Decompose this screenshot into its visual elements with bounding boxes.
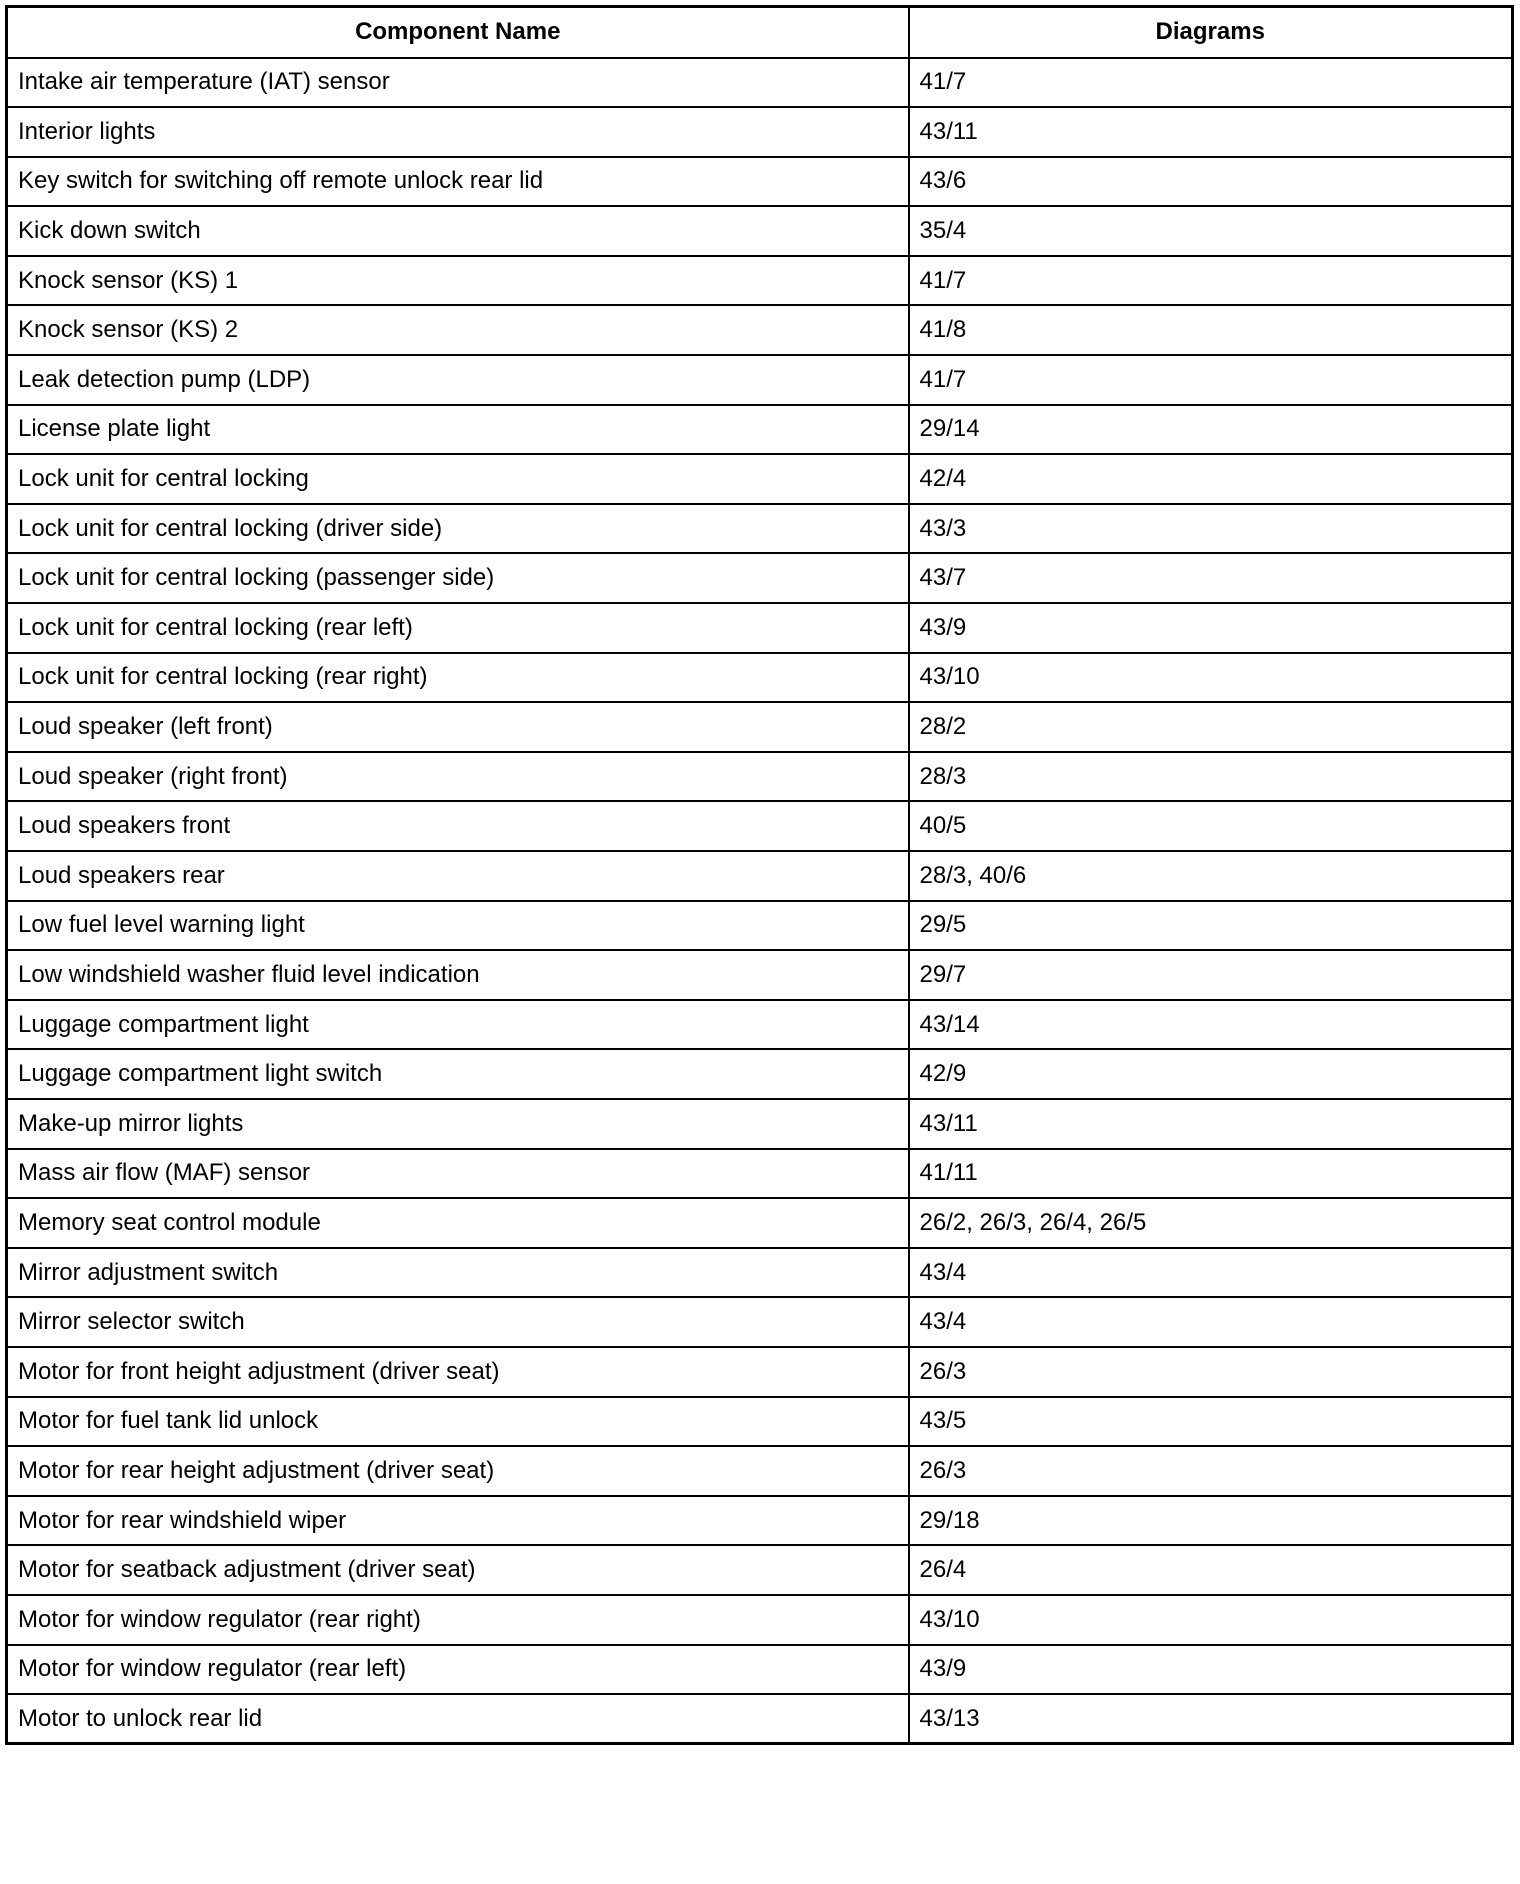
table-header-row [7, 7, 1513, 58]
component-name-cell: License plate light [7, 405, 909, 455]
diagrams-cell: 26/2, 26/3, 26/4, 26/5 [909, 1198, 1513, 1248]
diagrams-cell: 28/2 [909, 702, 1513, 752]
diagrams-cell: 40/5 [909, 801, 1513, 851]
table-row [7, 1545, 1513, 1595]
header-diagrams: Diagrams [909, 7, 1513, 58]
diagrams-cell: 43/11 [909, 107, 1513, 157]
header-component-name: Component Name [7, 7, 909, 58]
component-name-cell: Knock sensor (KS) 2 [7, 305, 909, 355]
diagrams-cell: 43/3 [909, 504, 1513, 554]
diagrams-cell: 43/4 [909, 1297, 1513, 1347]
diagrams-cell: 42/9 [909, 1049, 1513, 1099]
table-row [7, 107, 1513, 157]
table-row [7, 58, 1513, 108]
table-row [7, 305, 1513, 355]
diagrams-cell: 43/9 [909, 603, 1513, 653]
diagrams-cell: 41/7 [909, 58, 1513, 108]
component-name-cell: Luggage compartment light [7, 1000, 909, 1050]
diagrams-cell: 43/13 [909, 1694, 1513, 1744]
table-row [7, 1446, 1513, 1496]
diagrams-cell: 43/5 [909, 1397, 1513, 1447]
table-row [7, 1149, 1513, 1199]
diagrams-cell: 43/10 [909, 1595, 1513, 1645]
component-name-cell: Motor for fuel tank lid unlock [7, 1397, 909, 1447]
component-name-cell: Motor for rear height adjustment (driver seat) [7, 1446, 909, 1496]
diagrams-cell: 41/11 [909, 1149, 1513, 1199]
table-row [7, 653, 1513, 703]
diagrams-cell: 43/9 [909, 1645, 1513, 1695]
component-name-cell: Mass air flow (MAF) sensor [7, 1149, 909, 1199]
component-name-cell: Lock unit for central locking (passenger side) [7, 553, 909, 603]
table-row [7, 1248, 1513, 1298]
table-row [7, 1099, 1513, 1149]
component-name-cell: Motor for seatback adjustment (driver seat) [7, 1545, 909, 1595]
diagrams-cell: 26/4 [909, 1545, 1513, 1595]
component-name-cell: Mirror adjustment switch [7, 1248, 909, 1298]
component-name-cell: Low windshield washer fluid level indication [7, 950, 909, 1000]
diagrams-cell: 41/8 [909, 305, 1513, 355]
component-name-cell: Make-up mirror lights [7, 1099, 909, 1149]
component-name-cell: Low fuel level warning light [7, 901, 909, 951]
diagrams-cell: 26/3 [909, 1446, 1513, 1496]
table-row [7, 1645, 1513, 1695]
table-row [7, 504, 1513, 554]
component-name-cell: Lock unit for central locking (rear left) [7, 603, 909, 653]
table-row [7, 1347, 1513, 1397]
diagrams-cell: 43/6 [909, 157, 1513, 207]
table-row [7, 702, 1513, 752]
diagrams-cell: 42/4 [909, 454, 1513, 504]
component-name-cell: Memory seat control module [7, 1198, 909, 1248]
diagrams-cell: 35/4 [909, 206, 1513, 256]
table-row [7, 405, 1513, 455]
component-name-cell: Motor for window regulator (rear left) [7, 1645, 909, 1695]
table-row [7, 1297, 1513, 1347]
component-name-cell: Motor for rear windshield wiper [7, 1496, 909, 1546]
component-name-cell: Luggage compartment light switch [7, 1049, 909, 1099]
table-row [7, 1397, 1513, 1447]
diagrams-cell: 29/14 [909, 405, 1513, 455]
component-name-cell: Motor to unlock rear lid [7, 1694, 909, 1744]
component-name-cell: Loud speakers front [7, 801, 909, 851]
component-name-cell: Motor for front height adjustment (driver seat) [7, 1347, 909, 1397]
diagrams-cell: 43/4 [909, 1248, 1513, 1298]
diagrams-cell: 41/7 [909, 355, 1513, 405]
table-row [7, 901, 1513, 951]
component-name-cell: Loud speaker (left front) [7, 702, 909, 752]
table-row [7, 1595, 1513, 1645]
table-row [7, 256, 1513, 306]
table-row [7, 801, 1513, 851]
table-row [7, 1000, 1513, 1050]
table-row [7, 851, 1513, 901]
diagrams-cell: 43/14 [909, 1000, 1513, 1050]
table-row [7, 1198, 1513, 1248]
diagrams-cell: 29/5 [909, 901, 1513, 951]
table-row [7, 454, 1513, 504]
diagrams-cell: 28/3 [909, 752, 1513, 802]
component-name-cell: Lock unit for central locking (driver side) [7, 504, 909, 554]
table-row [7, 1496, 1513, 1546]
component-name-cell: Kick down switch [7, 206, 909, 256]
component-name-cell: Intake air temperature (IAT) sensor [7, 58, 909, 108]
table-row [7, 1694, 1513, 1744]
component-name-cell: Mirror selector switch [7, 1297, 909, 1347]
component-name-cell: Lock unit for central locking [7, 454, 909, 504]
component-name-cell: Loud speakers rear [7, 851, 909, 901]
component-name-cell: Key switch for switching off remote unlock rear lid [7, 157, 909, 207]
table-row [7, 950, 1513, 1000]
table-row [7, 553, 1513, 603]
diagrams-cell: 29/18 [909, 1496, 1513, 1546]
table-row [7, 355, 1513, 405]
component-name-cell: Leak detection pump (LDP) [7, 355, 909, 405]
diagrams-cell: 43/11 [909, 1099, 1513, 1149]
component-name-cell: Loud speaker (right front) [7, 752, 909, 802]
table-row [7, 157, 1513, 207]
component-name-cell: Interior lights [7, 107, 909, 157]
component-name-cell: Knock sensor (KS) 1 [7, 256, 909, 306]
table-row [7, 206, 1513, 256]
table-row [7, 603, 1513, 653]
diagrams-cell: 29/7 [909, 950, 1513, 1000]
diagrams-cell: 43/7 [909, 553, 1513, 603]
table-body [7, 58, 1513, 1744]
diagrams-cell: 28/3, 40/6 [909, 851, 1513, 901]
table-row [7, 1049, 1513, 1099]
diagrams-cell: 26/3 [909, 1347, 1513, 1397]
component-diagram-table [5, 5, 1514, 1745]
component-name-cell: Lock unit for central locking (rear right) [7, 653, 909, 703]
table-row [7, 752, 1513, 802]
diagrams-cell: 43/10 [909, 653, 1513, 703]
diagrams-cell: 41/7 [909, 256, 1513, 306]
component-name-cell: Motor for window regulator (rear right) [7, 1595, 909, 1645]
